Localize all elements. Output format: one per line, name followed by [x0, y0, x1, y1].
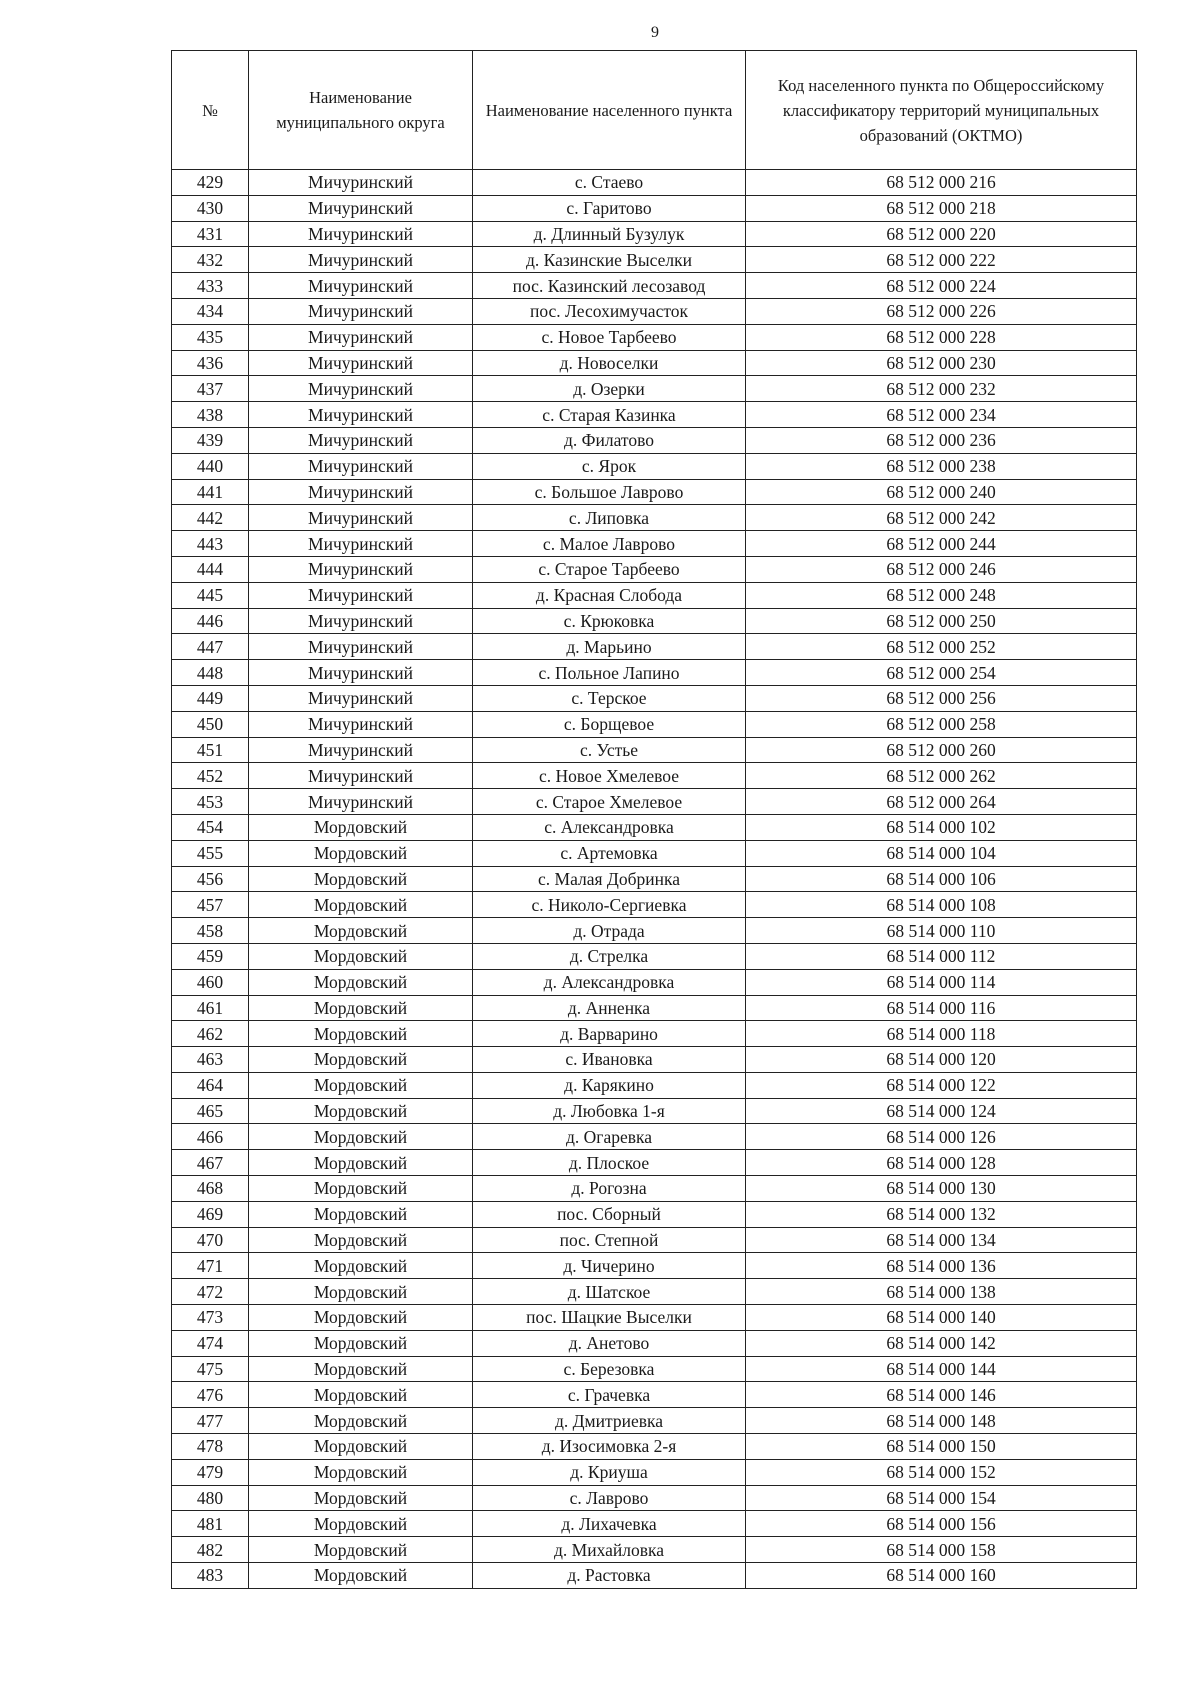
row-number: 482 — [172, 1537, 249, 1563]
oktmo-code: 68 514 000 152 — [746, 1459, 1137, 1485]
oktmo-code: 68 514 000 110 — [746, 918, 1137, 944]
district-name: Мичуринский — [249, 376, 473, 402]
table-row — [172, 1305, 1137, 1331]
row-number: 469 — [172, 1201, 249, 1227]
row-number: 468 — [172, 1176, 249, 1202]
row-number: 451 — [172, 737, 249, 763]
district-name: Мордовский — [249, 1408, 473, 1434]
row-number: 449 — [172, 685, 249, 711]
settlement-name: с. Николо-Сергиевка — [473, 892, 746, 918]
oktmo-code: 68 512 000 260 — [746, 737, 1137, 763]
row-number: 475 — [172, 1356, 249, 1382]
settlement-name: пос. Степной — [473, 1227, 746, 1253]
row-number: 440 — [172, 453, 249, 479]
table-row — [172, 1356, 1137, 1382]
district-name: Мордовский — [249, 1563, 473, 1589]
district-name: Мордовский — [249, 918, 473, 944]
row-number: 450 — [172, 711, 249, 737]
oktmo-code: 68 512 000 236 — [746, 427, 1137, 453]
settlement-name: с. Старая Казинка — [473, 402, 746, 428]
table-row — [172, 1485, 1137, 1511]
oktmo-code: 68 514 000 130 — [746, 1176, 1137, 1202]
district-name: Мичуринский — [249, 789, 473, 815]
oktmo-code: 68 512 000 216 — [746, 170, 1137, 196]
table-row — [172, 1408, 1137, 1434]
settlement-name: д. Отрада — [473, 918, 746, 944]
table-row — [172, 608, 1137, 634]
district-name: Мичуринский — [249, 170, 473, 196]
table-row — [172, 789, 1137, 815]
district-name: Мордовский — [249, 1459, 473, 1485]
table-row — [172, 1021, 1137, 1047]
table-row — [172, 427, 1137, 453]
oktmo-code: 68 512 000 256 — [746, 685, 1137, 711]
oktmo-code: 68 512 000 232 — [746, 376, 1137, 402]
oktmo-code: 68 512 000 218 — [746, 195, 1137, 221]
table-row — [172, 582, 1137, 608]
settlement-name: с. Ярок — [473, 453, 746, 479]
oktmo-code: 68 514 000 118 — [746, 1021, 1137, 1047]
district-name: Мичуринский — [249, 298, 473, 324]
oktmo-code: 68 512 000 244 — [746, 531, 1137, 557]
settlement-name: д. Растовка — [473, 1563, 746, 1589]
row-number: 478 — [172, 1434, 249, 1460]
table-row — [172, 1253, 1137, 1279]
settlement-name: д. Казинские Выселки — [473, 247, 746, 273]
page-number: 9 — [651, 24, 659, 41]
table-header — [172, 51, 1137, 170]
oktmo-code: 68 512 000 246 — [746, 556, 1137, 582]
settlement-name: с. Малая Добринка — [473, 866, 746, 892]
district-name: Мордовский — [249, 892, 473, 918]
settlement-name: д. Дмитриевка — [473, 1408, 746, 1434]
settlement-name: с. Старое Тарбеево — [473, 556, 746, 582]
district-name: Мордовский — [249, 1176, 473, 1202]
settlement-name: д. Михайловка — [473, 1537, 746, 1563]
table-row — [172, 170, 1137, 196]
table-row — [172, 685, 1137, 711]
oktmo-code: 68 514 000 124 — [746, 1098, 1137, 1124]
district-name: Мордовский — [249, 866, 473, 892]
settlement-name: д. Любовка 1-я — [473, 1098, 746, 1124]
table-row — [172, 479, 1137, 505]
settlement-name: д. Шатское — [473, 1279, 746, 1305]
table-row — [172, 1511, 1137, 1537]
district-name: Мордовский — [249, 1021, 473, 1047]
district-name: Мичуринский — [249, 427, 473, 453]
district-name: Мордовский — [249, 1382, 473, 1408]
district-name: Мичуринский — [249, 221, 473, 247]
district-name: Мичуринский — [249, 505, 473, 531]
oktmo-code: 68 514 000 150 — [746, 1434, 1137, 1460]
district-name: Мичуринский — [249, 685, 473, 711]
settlement-name: д. Анненка — [473, 995, 746, 1021]
row-number: 457 — [172, 892, 249, 918]
settlement-name: с. Александровка — [473, 814, 746, 840]
table-row — [172, 195, 1137, 221]
row-number: 430 — [172, 195, 249, 221]
settlement-name: с. Устье — [473, 737, 746, 763]
row-number: 483 — [172, 1563, 249, 1589]
oktmo-code: 68 514 000 158 — [746, 1537, 1137, 1563]
table-body — [172, 170, 1137, 1589]
table-row — [172, 402, 1137, 428]
district-name: Мордовский — [249, 1124, 473, 1150]
table-row — [172, 324, 1137, 350]
settlement-name: с. Стаево — [473, 170, 746, 196]
header-settlement: Наименование населенного пункта — [473, 51, 746, 170]
table-row — [172, 660, 1137, 686]
settlement-name: с. Березовка — [473, 1356, 746, 1382]
table-row — [172, 1330, 1137, 1356]
oktmo-code: 68 514 000 108 — [746, 892, 1137, 918]
district-name: Мичуринский — [249, 350, 473, 376]
table-row — [172, 1150, 1137, 1176]
table-row — [172, 531, 1137, 557]
oktmo-code: 68 514 000 144 — [746, 1356, 1137, 1382]
row-number: 465 — [172, 1098, 249, 1124]
oktmo-code: 68 514 000 106 — [746, 866, 1137, 892]
table-row — [172, 221, 1137, 247]
table-row — [172, 995, 1137, 1021]
district-name: Мичуринский — [249, 195, 473, 221]
oktmo-code: 68 512 000 248 — [746, 582, 1137, 608]
oktmo-code: 68 512 000 234 — [746, 402, 1137, 428]
oktmo-code: 68 512 000 252 — [746, 634, 1137, 660]
settlement-name: с. Ивановка — [473, 1047, 746, 1073]
oktmo-code: 68 512 000 238 — [746, 453, 1137, 479]
table-row — [172, 1434, 1137, 1460]
settlement-name: д. Изосимовка 2-я — [473, 1434, 746, 1460]
settlement-name: д. Плоское — [473, 1150, 746, 1176]
district-name: Мордовский — [249, 814, 473, 840]
district-name: Мордовский — [249, 943, 473, 969]
district-name: Мордовский — [249, 1511, 473, 1537]
oktmo-code: 68 514 000 160 — [746, 1563, 1137, 1589]
settlement-name: с. Польное Лапино — [473, 660, 746, 686]
settlement-name: д. Филатово — [473, 427, 746, 453]
row-number: 442 — [172, 505, 249, 531]
row-number: 436 — [172, 350, 249, 376]
settlement-name: с. Лаврово — [473, 1485, 746, 1511]
district-name: Мордовский — [249, 1098, 473, 1124]
row-number: 433 — [172, 273, 249, 299]
oktmo-code: 68 512 000 230 — [746, 350, 1137, 376]
settlement-name: д. Варварино — [473, 1021, 746, 1047]
district-name: Мордовский — [249, 1485, 473, 1511]
district-name: Мичуринский — [249, 453, 473, 479]
oktmo-code: 68 512 000 240 — [746, 479, 1137, 505]
table-row — [172, 814, 1137, 840]
oktmo-code: 68 514 000 114 — [746, 969, 1137, 995]
district-name: Мордовский — [249, 995, 473, 1021]
settlement-name: д. Рогозна — [473, 1176, 746, 1202]
row-number: 456 — [172, 866, 249, 892]
row-number: 458 — [172, 918, 249, 944]
table-row — [172, 453, 1137, 479]
table-row — [172, 376, 1137, 402]
district-name: Мичуринский — [249, 582, 473, 608]
district-name: Мордовский — [249, 1227, 473, 1253]
district-name: Мордовский — [249, 1150, 473, 1176]
row-number: 460 — [172, 969, 249, 995]
row-number: 455 — [172, 840, 249, 866]
table-row — [172, 350, 1137, 376]
row-number: 464 — [172, 1072, 249, 1098]
row-number: 435 — [172, 324, 249, 350]
table-row — [172, 273, 1137, 299]
oktmo-code: 68 512 000 242 — [746, 505, 1137, 531]
district-name: Мичуринский — [249, 273, 473, 299]
settlement-name: д. Озерки — [473, 376, 746, 402]
row-number: 477 — [172, 1408, 249, 1434]
oktmo-code: 68 512 000 258 — [746, 711, 1137, 737]
settlement-name: пос. Лесохимучасток — [473, 298, 746, 324]
district-name: Мичуринский — [249, 737, 473, 763]
row-number: 459 — [172, 943, 249, 969]
settlement-name: с. Артемовка — [473, 840, 746, 866]
district-name: Мордовский — [249, 1072, 473, 1098]
settlement-name: с. Гаритово — [473, 195, 746, 221]
oktmo-code: 68 512 000 220 — [746, 221, 1137, 247]
oktmo-code: 68 514 000 104 — [746, 840, 1137, 866]
district-name: Мордовский — [249, 840, 473, 866]
settlement-name: с. Новое Тарбеево — [473, 324, 746, 350]
table-row — [172, 1098, 1137, 1124]
header-oktmo-code: Код населенного пункта по Общероссийскому классификатору территорий муниципальных образований (ОКТМО) — [746, 51, 1137, 170]
oktmo-code: 68 512 000 228 — [746, 324, 1137, 350]
row-number: 472 — [172, 1279, 249, 1305]
row-number: 463 — [172, 1047, 249, 1073]
row-number: 453 — [172, 789, 249, 815]
table-row — [172, 1537, 1137, 1563]
settlement-name: д. Карякино — [473, 1072, 746, 1098]
oktmo-code: 68 514 000 122 — [746, 1072, 1137, 1098]
settlement-name: с. Новое Хмелевое — [473, 763, 746, 789]
oktmo-code: 68 514 000 102 — [746, 814, 1137, 840]
district-name: Мичуринский — [249, 247, 473, 273]
table-row — [172, 711, 1137, 737]
settlement-name: д. Стрелка — [473, 943, 746, 969]
row-number: 437 — [172, 376, 249, 402]
table-row — [172, 1563, 1137, 1589]
table-row — [172, 763, 1137, 789]
table-row — [172, 1124, 1137, 1150]
district-name: Мичуринский — [249, 324, 473, 350]
settlement-name: с. Терское — [473, 685, 746, 711]
row-number: 480 — [172, 1485, 249, 1511]
row-number: 445 — [172, 582, 249, 608]
district-name: Мордовский — [249, 1537, 473, 1563]
table-row — [172, 634, 1137, 660]
row-number: 462 — [172, 1021, 249, 1047]
oktmo-code: 68 514 000 134 — [746, 1227, 1137, 1253]
table-row — [172, 298, 1137, 324]
table-row — [172, 918, 1137, 944]
table-row — [172, 892, 1137, 918]
oktmo-code: 68 514 000 126 — [746, 1124, 1137, 1150]
settlement-name: пос. Казинский лесозавод — [473, 273, 746, 299]
row-number: 448 — [172, 660, 249, 686]
row-number: 432 — [172, 247, 249, 273]
district-name: Мордовский — [249, 1279, 473, 1305]
row-number: 474 — [172, 1330, 249, 1356]
district-name: Мордовский — [249, 1434, 473, 1460]
district-name: Мордовский — [249, 969, 473, 995]
table-row — [172, 1382, 1137, 1408]
table-row — [172, 1227, 1137, 1253]
settlement-name: с. Старое Хмелевое — [473, 789, 746, 815]
settlement-name: д. Огаревка — [473, 1124, 746, 1150]
district-name: Мичуринский — [249, 402, 473, 428]
settlement-name: пос. Сборный — [473, 1201, 746, 1227]
settlement-name: пос. Шацкие Выселки — [473, 1305, 746, 1331]
district-name: Мордовский — [249, 1253, 473, 1279]
settlement-name: с. Грачевка — [473, 1382, 746, 1408]
oktmo-code: 68 514 000 148 — [746, 1408, 1137, 1434]
row-number: 444 — [172, 556, 249, 582]
row-number: 431 — [172, 221, 249, 247]
row-number: 434 — [172, 298, 249, 324]
oktmo-code: 68 514 000 116 — [746, 995, 1137, 1021]
row-number: 441 — [172, 479, 249, 505]
settlement-name: д. Новоселки — [473, 350, 746, 376]
oktmo-code: 68 514 000 142 — [746, 1330, 1137, 1356]
table-row — [172, 737, 1137, 763]
settlement-name: д. Марьино — [473, 634, 746, 660]
header-district: Наименование муниципального округа — [249, 51, 473, 170]
row-number: 439 — [172, 427, 249, 453]
district-name: Мордовский — [249, 1356, 473, 1382]
settlement-name: с. Крюковка — [473, 608, 746, 634]
district-name: Мордовский — [249, 1047, 473, 1073]
district-name: Мичуринский — [249, 608, 473, 634]
row-number: 466 — [172, 1124, 249, 1150]
district-name: Мордовский — [249, 1330, 473, 1356]
header-row — [172, 51, 1137, 170]
table-row — [172, 556, 1137, 582]
oktmo-code: 68 512 000 222 — [746, 247, 1137, 273]
oktmo-code: 68 514 000 154 — [746, 1485, 1137, 1511]
table-row — [172, 866, 1137, 892]
settlement-name: д. Криуша — [473, 1459, 746, 1485]
table-row — [172, 505, 1137, 531]
row-number: 446 — [172, 608, 249, 634]
settlement-name: с. Борщевое — [473, 711, 746, 737]
district-name: Мичуринский — [249, 531, 473, 557]
district-name: Мордовский — [249, 1201, 473, 1227]
table-row — [172, 1047, 1137, 1073]
row-number: 470 — [172, 1227, 249, 1253]
oktmo-code: 68 514 000 136 — [746, 1253, 1137, 1279]
settlement-name: д. Анетово — [473, 1330, 746, 1356]
table-row — [172, 247, 1137, 273]
settlement-name: д. Чичерино — [473, 1253, 746, 1279]
oktmo-code: 68 512 000 250 — [746, 608, 1137, 634]
table-row — [172, 1459, 1137, 1485]
table-row — [172, 1072, 1137, 1098]
oktmo-code: 68 514 000 138 — [746, 1279, 1137, 1305]
oktmo-code: 68 514 000 156 — [746, 1511, 1137, 1537]
row-number: 473 — [172, 1305, 249, 1331]
oktmo-code: 68 512 000 254 — [746, 660, 1137, 686]
row-number: 452 — [172, 763, 249, 789]
oktmo-code: 68 514 000 120 — [746, 1047, 1137, 1073]
oktmo-table — [171, 50, 1137, 1589]
row-number: 461 — [172, 995, 249, 1021]
oktmo-code: 68 512 000 264 — [746, 789, 1137, 815]
district-name: Мичуринский — [249, 479, 473, 505]
oktmo-code: 68 514 000 146 — [746, 1382, 1137, 1408]
oktmo-code: 68 514 000 112 — [746, 943, 1137, 969]
table-row — [172, 1279, 1137, 1305]
oktmo-code: 68 514 000 132 — [746, 1201, 1137, 1227]
settlement-name: с. Малое Лаврово — [473, 531, 746, 557]
settlement-name: д. Длинный Бузулук — [473, 221, 746, 247]
table-row — [172, 943, 1137, 969]
settlement-name: д. Александровка — [473, 969, 746, 995]
district-name: Мичуринский — [249, 634, 473, 660]
table-row — [172, 969, 1137, 995]
row-number: 467 — [172, 1150, 249, 1176]
oktmo-code: 68 512 000 224 — [746, 273, 1137, 299]
row-number: 443 — [172, 531, 249, 557]
settlement-name: с. Большое Лаврово — [473, 479, 746, 505]
row-number: 429 — [172, 170, 249, 196]
settlement-name: с. Липовка — [473, 505, 746, 531]
table-row — [172, 1201, 1137, 1227]
district-name: Мичуринский — [249, 556, 473, 582]
oktmo-code: 68 512 000 262 — [746, 763, 1137, 789]
row-number: 438 — [172, 402, 249, 428]
row-number: 476 — [172, 1382, 249, 1408]
row-number: 454 — [172, 814, 249, 840]
settlement-name: д. Лихачевка — [473, 1511, 746, 1537]
district-name: Мичуринский — [249, 763, 473, 789]
header-number: № — [172, 51, 249, 170]
settlement-name: д. Красная Слобода — [473, 582, 746, 608]
oktmo-code: 68 514 000 140 — [746, 1305, 1137, 1331]
oktmo-code: 68 514 000 128 — [746, 1150, 1137, 1176]
district-name: Мичуринский — [249, 711, 473, 737]
district-name: Мичуринский — [249, 660, 473, 686]
table-row — [172, 840, 1137, 866]
row-number: 479 — [172, 1459, 249, 1485]
row-number: 471 — [172, 1253, 249, 1279]
district-name: Мордовский — [249, 1305, 473, 1331]
row-number: 481 — [172, 1511, 249, 1537]
oktmo-code: 68 512 000 226 — [746, 298, 1137, 324]
row-number: 447 — [172, 634, 249, 660]
table-row — [172, 1176, 1137, 1202]
